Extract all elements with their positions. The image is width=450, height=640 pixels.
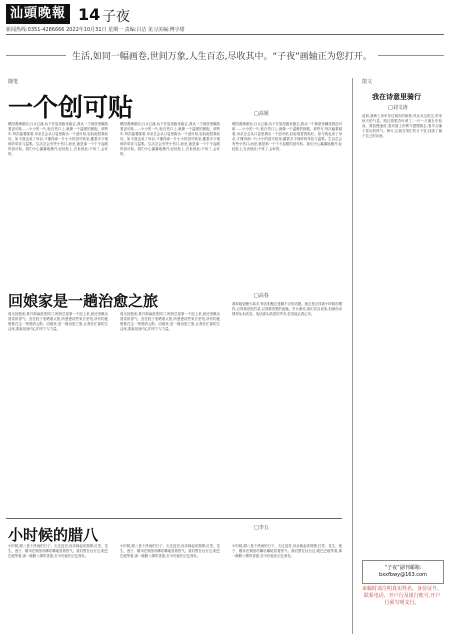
laba-body-col1: 小时候,腊八是个热闹的日子。天还没亮,母亲就起来熬粥,红枣、花生、莲子、糯米在锅里咕嘟咕嘟地冒着热气。我们围在灶台边,眼巴巴地等着,那一碗腊八粥的香甜,至今仍留在记忆深处。 [8,544,108,558]
laba-body-col2: 小时候,腊八是个热闹的日子。天还没亮,母亲就起来熬粥,红枣、花生、莲子、糯米在锅里咕嘟咕嘟地冒着热气。我们围在灶台边,眼巴巴地等着,那一碗腊八粥的香甜,至今仍留在记忆深处。 [120,544,220,558]
middle-byline: □高春 [254,293,269,299]
laba-byline: □李五 [254,525,269,531]
middle-body: 我和姐姐聚少离多,每次相聚总是聊不完的话题。她总是记得我小时候的模样,记得我爱吃的菜,记得我怕黑的夜晚。岁月流转,我们各自成家,但那份亲情却从未改变。电话那头熟悉的声音,依旧能让我心安。 [232,302,342,316]
main-body-col2: 暖阳洒满窗前,日头已落,孩子在屋里跑来跑去,我从一个抽屉里翻找着创可贴……小小的一片,贴在伤口上,就像一个温暖的拥抱。那些年,每次磕着碰着,母亲总会从口袋里掏出一个创可贴,轻轻地替我贴好。如今我也成了母亲,才懂得那一片小小的创可贴里,藏着多少细碎的牵挂与温柔。生活总会有些小伤口,而爱,就是那一个个不起眼的创可贴。我们小心翼翼地撕开,轻轻贴上,告诉彼此:不疼了,会好的。 [120,122,220,156]
section-title: 子夜 [102,9,130,25]
banner [6,46,444,66]
submission-notice: 来稿时请注明真实姓名、身份证号、联系电话、开户行及银行账号,开户行须写明支行。 [362,586,443,606]
right-body: 清晨,我骑上单车穿过城市的街巷,风从耳边吹过,带来秋天的气息。路边的银杏叶黄了,一片一片落在车轮前。我放慢速度,看河面上的雾气慢慢散去,看早点铺子冒出的热气。骑行,让我在匆忙的日子里,找到了属于自己的诗意。 [362,114,442,138]
laba-body-col3: 小时候,腊八是个热闹的日子。天还没亮,母亲就起来熬粥,红枣、花生、莲子、糯米在锅里咕嘟咕嘟地冒着热气。我们围在灶台边,眼巴巴地等着,那一碗腊八粥的香甜,至今仍留在记忆深处。 [232,544,342,558]
contact-box [362,560,444,584]
right-headline: 我在诗意里骑行 [372,93,421,101]
column-label-right: 散文 [362,79,373,85]
main-headline: 一个创可贴 [8,93,134,122]
right-column-divider [352,78,353,634]
right-byline: □刘文涛 [388,105,408,111]
main-byline: □高姐 [254,111,269,117]
masthead-divider [6,34,444,35]
lower-divider [6,518,342,519]
contact-email: bxxfbwy@163.com [379,572,427,578]
home-body-col1: 周末回娘家,推开那扇熟悉的门,妈妈总是第一个迎上来,厨房里飘出饭菜的香气。坐在院子里晒着太阳,听爸爸讲些家长里短,所有的疲惫都在这一刻烟消云散。回娘家,是一趟治愈之旅,让我在忙碌的生活里,重新找回内心的安宁与力量。 [8,312,108,331]
home-headline: 回娘家是一趟治愈之旅 [8,292,159,310]
page-number: 14 [78,5,101,24]
contact-label: “子夜”副刊邮箱: [384,565,422,571]
banner-text: 生活,如同一幅画卷,世间万象,人生百态,尽收其中。“子夜”画轴正为您打开。 [66,49,378,62]
newspaper-logo: 汕頭晚報 [6,4,70,24]
column-label-left: 随笔 [8,79,19,85]
home-body-col2: 周末回娘家,推开那扇熟悉的门,妈妈总是第一个迎上来,厨房里飘出饭菜的香气。坐在院子里晒着太阳,听爸爸讲些家长里短,所有的疲惫都在这一刻烟消云散。回娘家,是一趟治愈之旅,让我在忙碌的生活里,重新找回内心的安宁与力量。 [120,312,220,331]
masthead-info: 新闻热线:0351-4286666 2022年10月31日 星期一 责编:白洁 见习美编:傅宇珺 [6,27,185,33]
laba-headline: 小时候的腊八 [8,526,99,544]
main-body-col1: 暖阳洒满窗前,日头已落,孩子在屋里跑来跑去,我从一个抽屉里翻找着创可贴……小小的一片,贴在伤口上,就像一个温暖的拥抱。那些年,每次磕着碰着,母亲总会从口袋里掏出一个创可贴,轻轻地替我贴好。如今我也成了母亲,才懂得那一片小小的创可贴里,藏着多少细碎的牵挂与温柔。生活总会有些小伤口,而爱,就是那一个个不起眼的创可贴。我们小心翼翼地撕开,轻轻贴上,告诉彼此:不疼了,会好的。 [8,122,108,156]
masthead [6,4,444,32]
main-body-col3: 暖阳洒满窗前,日头已落,孩子在屋里跑来跑去,我从一个抽屉里翻找着创可贴……小小的一片,贴在伤口上,就像一个温暖的拥抱。那些年,每次磕着碰着,母亲总会从口袋里掏出一个创可贴,轻轻地替我贴好。如今我也成了母亲,才懂得那一片小小的创可贴里,藏着多少细碎的牵挂与温柔。生活总会有些小伤口,而爱,就是那一个个不起眼的创可贴。我们小心翼翼地撕开,轻轻贴上,告诉彼此:不疼了,会好的。 [232,122,342,151]
